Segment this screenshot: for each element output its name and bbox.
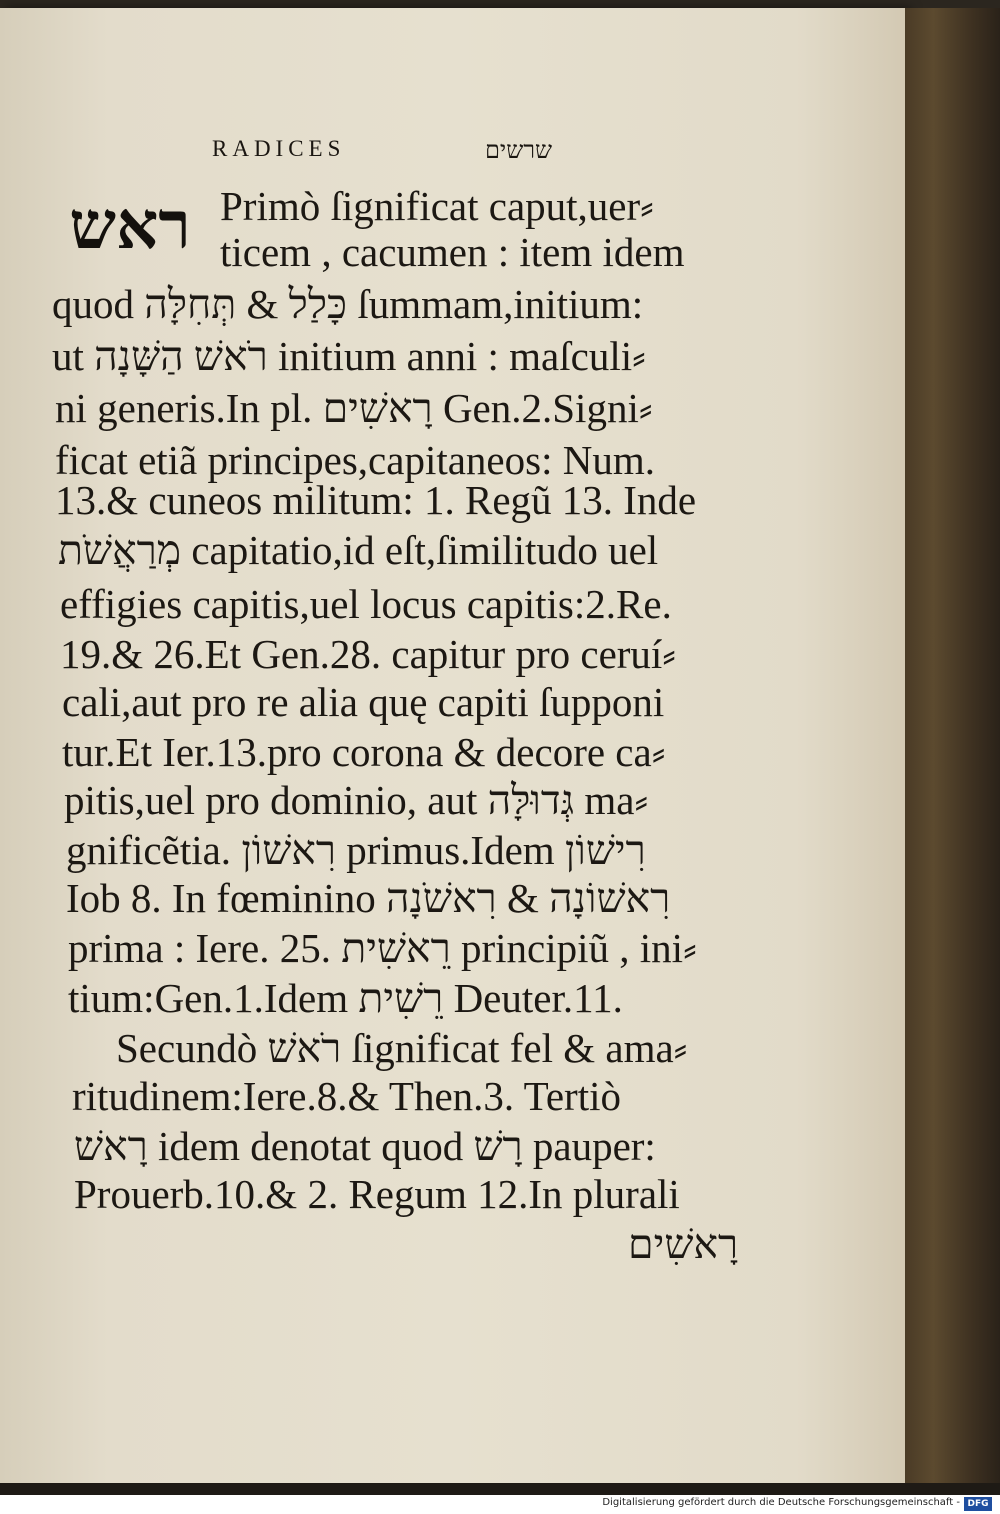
text-line: 19.& 26.Et Gen.28. capitur pro ceruí⸗ — [60, 631, 676, 677]
text-line: ut רֹאשׁ הַשָּׁנָה initium anni : maſculi⸗ — [52, 333, 646, 379]
text-line: quod כָּלַל & תְּחִלָּה ſummam,initium: — [52, 281, 644, 327]
text-line: ticem , cacumen : item idem — [220, 229, 685, 275]
footer-credit: Digitalisierung gefördert durch die Deutsche Forschungsgemeinschaft - — [602, 1497, 960, 1508]
text-line: pitis,uel pro dominio, aut גְּדוּלָּה ma⸗ — [64, 777, 649, 823]
book-edge — [905, 8, 1000, 1488]
running-head-hebrew: שרשים — [484, 136, 552, 164]
text-line: Iob 8. In fœminino רִאשׁוֹנָה & רִאשֹׁנָה — [66, 875, 671, 921]
dfg-logo: DFG — [964, 1497, 992, 1511]
text-line: Secundò רֹאשׁ ſignificat fel & ama⸗ — [116, 1025, 688, 1071]
footer-bar — [0, 1495, 1000, 1514]
book-leaf — [0, 8, 905, 1483]
scan-bottom-band — [0, 1483, 1000, 1495]
catchword: רָאשִׁים — [628, 1221, 739, 1267]
text-line: tur.Et Ier.13.pro corona & decore ca⸗ — [62, 729, 666, 775]
text-line: tium:Gen.1.Idem רֵשִׁית Deuter.11. — [68, 975, 623, 1021]
text-line: 13.& cuneos militum: 1. Regũ 13. Inde — [55, 477, 697, 523]
running-head-latin: RADICES — [212, 136, 346, 161]
text-line: gnificẽtia. רִאשׁוֹן primus.Idem רִישׁוֹן — [66, 827, 646, 873]
text-line: Primò ſignificat caput,uer⸗ — [220, 183, 654, 229]
text-line: מְרַאֲשֹׁת capitatio,id eſt,ſimilitudo uel — [58, 527, 659, 573]
text-line: effigies capitis,uel locus capitis:2.Re. — [60, 581, 672, 627]
entry-text — [0, 8, 905, 1483]
text-line: cali,aut pro re alia quę capiti ſupponi — [62, 679, 665, 725]
text-line: ficat etiã principes,capitaneos: Num. — [55, 437, 655, 483]
text-line: ni generis.In pl. רָאשִׁים Gen.2.Signi⸗ — [55, 385, 653, 431]
text-line: רָאשׁ idem denotat quod רָשׁ pauper: — [74, 1123, 656, 1169]
text-line: prima : Iere. 25. רֵאשִׁית principiũ , ini⸗ — [68, 925, 697, 971]
text-line: ritudinem:Iere.8.& Then.3. Tertiò — [72, 1073, 621, 1119]
headword: ראש — [69, 186, 191, 264]
text-line: Prouerb.10.& 2. Regum 12.In plurali — [74, 1171, 680, 1217]
